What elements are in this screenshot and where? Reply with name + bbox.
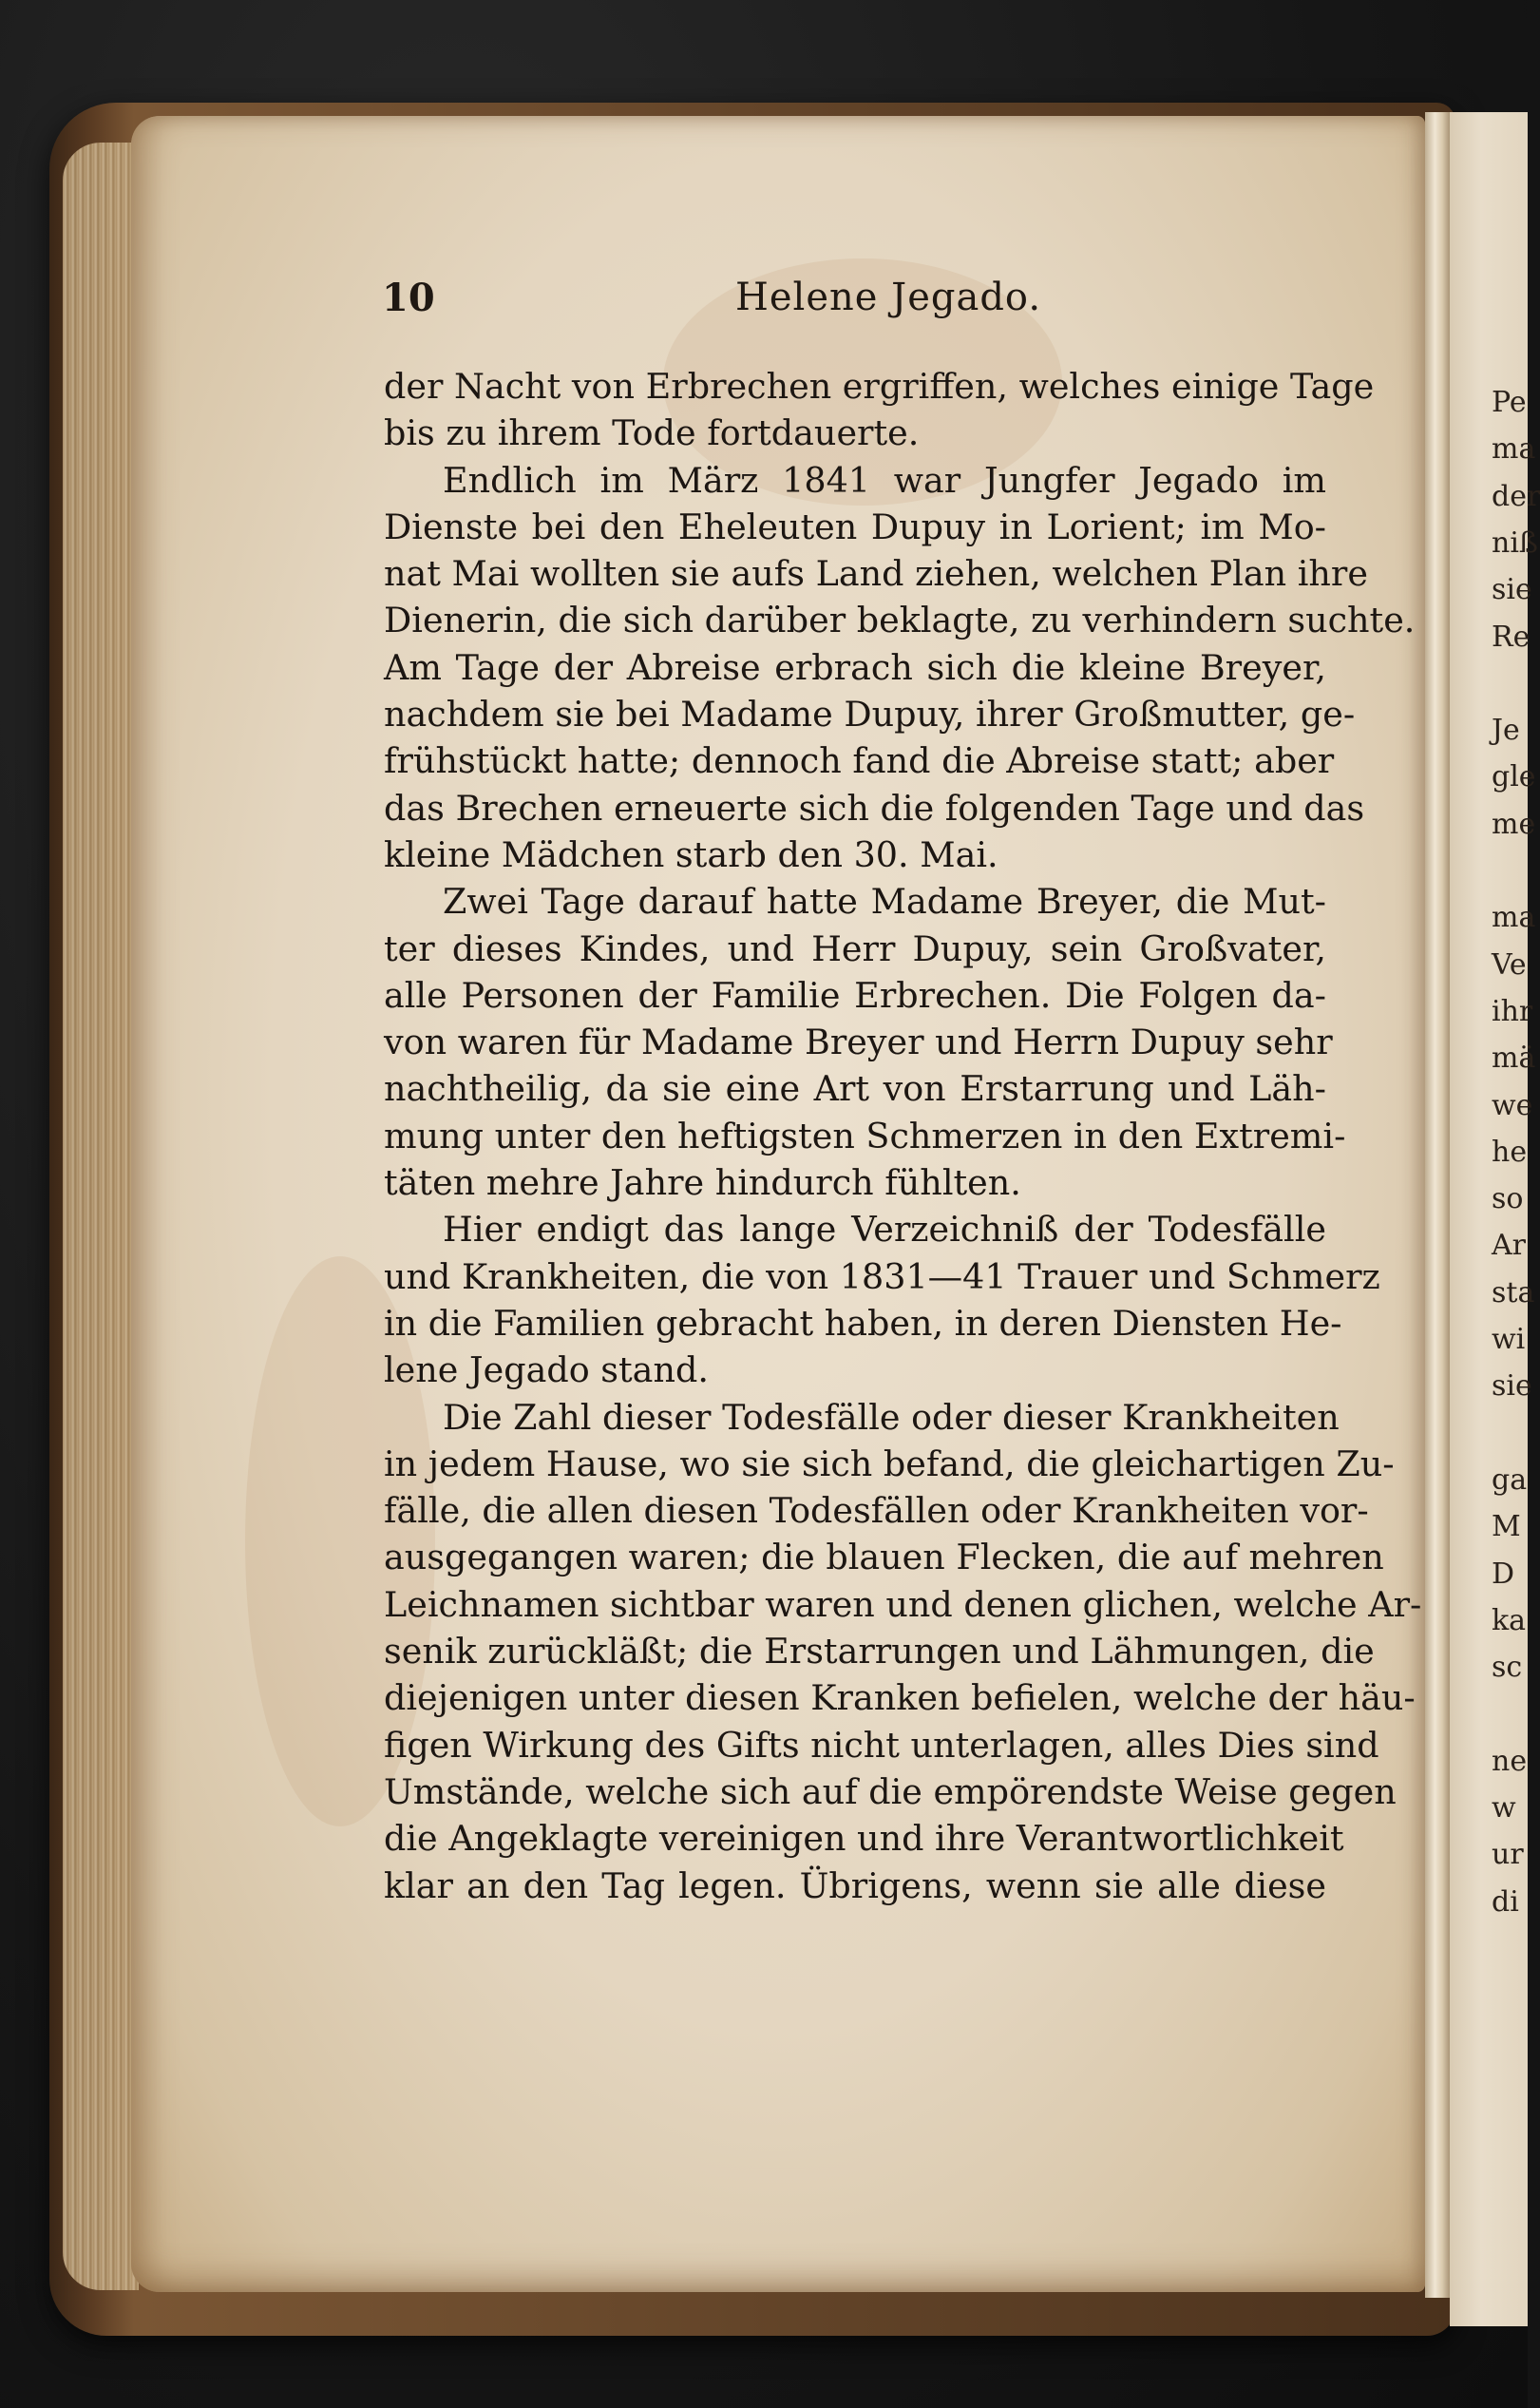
text-line: figen Wirkung des Gifts nicht unterlagen, alles Dies sind — [384, 1724, 1379, 1766]
facing-page-fragment: D — [1492, 1557, 1515, 1591]
facing-page-fragment: ne — [1492, 1744, 1528, 1778]
text-line: der Nacht von Erbrechen ergriffen, welches einige Tage — [384, 366, 1375, 407]
text-line: Leichnamen sichtbar waren und denen glichen, welche Ar- — [384, 1583, 1422, 1625]
page-stack-edge — [63, 143, 139, 2290]
text-line: kleine Mädchen starb den 30. Mai. — [384, 833, 998, 875]
body-text — [384, 363, 1422, 1909]
facing-page-fragment: ihr — [1492, 994, 1533, 1028]
text-line: diejenigen unter diesen Kranken befielen, welche der häu- — [384, 1677, 1416, 1719]
text-line: mung unter den heftigsten Schmerzen in den Extremi- — [384, 1115, 1346, 1156]
facing-page-fragment: Re — [1492, 620, 1530, 654]
text-line: ter dieses Kindes, und Herr Dupuy, sein Großvater, — [384, 927, 1326, 969]
text-line: Endlich im März 1841 war Jungfer Jegado im — [443, 459, 1326, 501]
facing-page-fragment: sta — [1492, 1275, 1535, 1309]
text-line: Hier endigt das lange Verzeichniß der Todesfälle — [443, 1209, 1326, 1251]
text-line: Dienste bei den Eheleuten Dupuy in Lorient; im Mo- — [384, 506, 1326, 547]
running-title: Helene Jegado. — [735, 276, 1042, 319]
facing-page-fragment: ma — [1492, 901, 1536, 935]
facing-page-edge — [1450, 112, 1540, 2326]
text-line: in die Familien gebracht haben, in deren Diensten He- — [384, 1302, 1342, 1344]
facing-page-fragment: gle — [1492, 760, 1536, 794]
text-line: Dienerin, die sich darüber beklagte, zu verhindern suchte. — [384, 600, 1416, 641]
text-line: das Brechen erneuerte sich die folgenden Tage und das — [384, 787, 1365, 829]
text-line: täten mehre Jahre hindurch fühlten. — [384, 1162, 1021, 1204]
text-line: Zwei Tage darauf hatte Madame Breyer, die Mut- — [443, 881, 1326, 923]
facing-page-fragment: sie — [1492, 573, 1532, 607]
facing-page-fragment: wi — [1492, 1323, 1526, 1356]
facing-page-fragment: ga — [1492, 1462, 1528, 1497]
facing-page-fragment: di — [1492, 1884, 1519, 1919]
facing-page-fragment: ur — [1492, 1838, 1524, 1872]
facing-page-fragment: sc — [1492, 1651, 1523, 1685]
text-line: von waren für Madame Breyer und Herrn Dupuy sehr — [384, 1022, 1333, 1063]
text-line: frühstückt hatte; dennoch fand die Abreise statt; aber — [384, 740, 1335, 782]
facing-page-fragment: so — [1492, 1182, 1524, 1216]
text-line: fälle, die allen diesen Todesfällen oder Krankheiten vor- — [384, 1490, 1369, 1532]
text-line: nachtheilig, da sie eine Art von Erstarrung und Läh- — [384, 1068, 1326, 1110]
facing-page-fragment: sie — [1492, 1369, 1532, 1404]
text-line: die Angeklagte vereinigen und ihre Verantwortlichkeit — [384, 1818, 1344, 1860]
facing-page-fragment: w — [1492, 1791, 1516, 1825]
facing-page-fragment: Ar — [1492, 1229, 1527, 1263]
facing-page-fragment: mä — [1492, 1042, 1536, 1076]
facing-page-fragment: der — [1492, 479, 1540, 513]
text-line: klar an den Tag legen. Übrigens, wenn sie alle diese — [384, 1864, 1326, 1906]
text-line: bis zu ihrem Tode fortdauerte. — [384, 412, 920, 454]
facing-page-fragment: me — [1492, 807, 1536, 841]
text-line: und Krankheiten, die von 1831—41 Trauer und Schmerz — [384, 1255, 1380, 1297]
page-header — [382, 276, 1332, 333]
text-line: senik zurückläßt; die Erstarrungen und Lähmungen, die — [384, 1631, 1375, 1672]
text-line: alle Personen der Familie Erbrechen. Die Folgen da- — [384, 974, 1326, 1016]
text-line: Die Zahl dieser Todesfälle oder dieser Krankheiten — [443, 1396, 1340, 1438]
facing-page-fragment: ma — [1492, 432, 1536, 467]
text-line: Umstände, welche sich auf die empörendste Weise gegen — [384, 1770, 1397, 1812]
page-number: 10 — [382, 276, 435, 320]
facing-page-fragment: Pe — [1492, 386, 1527, 419]
text-line: in jedem Hause, wo sie sich befand, die gleichartigen Zu- — [384, 1443, 1395, 1484]
facing-page-fragment: M — [1492, 1510, 1521, 1544]
facing-page-fragment: ka — [1492, 1603, 1527, 1637]
text-line: ausgegangen waren; die blauen Flecken, die auf mehren — [384, 1537, 1384, 1578]
facing-page-fragment: Je — [1492, 714, 1520, 748]
text-line: nachdem sie bei Madame Dupuy, ihrer Großmutter, ge- — [384, 694, 1356, 736]
facing-page-fragment: Ve — [1492, 947, 1527, 982]
facing-page-fragment: niß — [1492, 526, 1538, 560]
text-line: Am Tage der Abreise erbrach sich die kleine Breyer, — [384, 646, 1326, 688]
facing-page-fragment: he — [1492, 1135, 1528, 1169]
book-gutter — [1425, 112, 1450, 2298]
facing-page-fragment: we — [1492, 1088, 1533, 1122]
text-line: nat Mai wollten sie aufs Land ziehen, welchen Plan ihre — [384, 553, 1368, 595]
text-line: lene Jegado stand. — [384, 1349, 709, 1391]
